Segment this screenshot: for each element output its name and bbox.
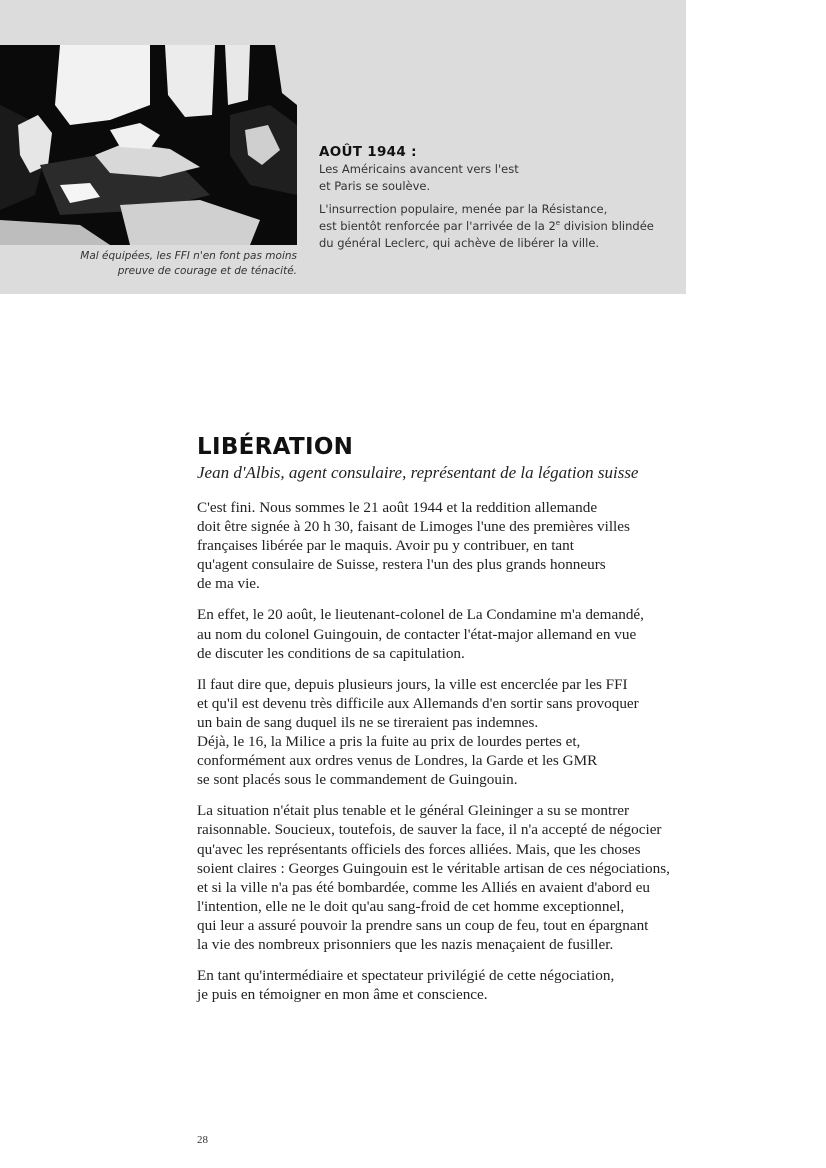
paragraph-line: qu'agent consulaire de Suisse, restera l'un des plus grands honneurs <box>197 556 606 574</box>
photo-caption <box>20 249 297 279</box>
paragraph-line: C'est fini. Nous sommes le 21 août 1944 et la reddition allemande <box>197 499 598 516</box>
paragraph-line: au nom du colonel Guingouin, de contacter l'état-major allemand en vue <box>197 625 637 643</box>
paragraph-line: Il faut dire que, depuis plusieurs jours, la ville est encerclée par les FFI <box>197 675 628 693</box>
photo-caption-line: Mal équipées, les FFI n'en font pas moins <box>80 250 297 262</box>
paragraph-line: un bain de sang duquel ils ne se tireraient pas indemnes. <box>197 713 539 731</box>
article-paragraph <box>197 498 697 593</box>
paragraph-line: de ma vie. <box>197 575 260 593</box>
sidebar-body-line: du général Leclerc, qui achève de libérer la ville. <box>319 236 600 250</box>
paragraph-line: et si la ville n'a pas été bombardée, comme les Alliés en avaient d'abord eu <box>197 878 650 896</box>
paragraph-line: se sont placés sous le commandement de Guingouin. <box>197 771 518 789</box>
article-body <box>197 498 697 1004</box>
article-paragraph <box>197 675 697 790</box>
paragraph-line: qu'avec les représentants officiels des forces alliées. Mais, que les choses <box>197 840 641 858</box>
paragraph-line: et qu'il est devenu très difficile aux Allemands d'en sortir sans provoquer <box>197 694 639 712</box>
paragraph-line: Déjà, le 16, la Milice a pris la fuite au prix de lourdes pertes et, <box>197 733 581 751</box>
paragraph-line: conformément aux ordres venus de Londres, la Garde et les GMR <box>197 752 598 770</box>
sidebar-body-line: L'insurrection populaire, menée par la Résistance, <box>319 202 608 216</box>
photo-illustration <box>0 45 297 245</box>
article-subtitle: Jean d'Albis, agent consulaire, représentant de la légation suisse <box>197 463 639 482</box>
sidebar-body-line <box>319 218 679 235</box>
paragraph-line: En tant qu'intermédiaire et spectateur privilégié de cette négociation, <box>197 967 615 985</box>
sidebar-body-text: division blindée <box>560 219 654 233</box>
paragraph-line: doit être signée à 20 h 30, faisant de Limoges l'une des premières villes <box>197 518 630 536</box>
sidebar-body-text: est bientôt renforcée par l'arrivée de la 2 <box>319 219 556 233</box>
article-paragraph <box>197 605 697 662</box>
paragraph-line: En effet, le 20 août, le lieutenant-colonel de La Condamine m'a demandé, <box>197 606 644 624</box>
paragraph-line: qui leur a assuré pouvoir la prendre sans un coup de feu, tout en épargnant <box>197 916 649 934</box>
article-paragraph <box>197 801 697 954</box>
page-number: 28 <box>197 1134 208 1146</box>
paragraph-line: de discuter les conditions de sa capitulation. <box>197 644 465 662</box>
sidebar-superscript: e <box>555 219 561 228</box>
article <box>197 432 697 1016</box>
paragraph-line: La situation n'était plus tenable et le général Gleininger a su se montrer <box>197 802 630 820</box>
article-paragraph <box>197 966 697 1004</box>
photo-caption-line: preuve de courage et de ténacité. <box>117 265 297 277</box>
paragraph-line: raisonnable. Soucieux, toutefois, de sauver la face, il n'a accepté de négocier <box>197 821 662 839</box>
sidebar-lead-line: et Paris se soulève. <box>319 179 431 193</box>
paragraph-line: françaises libérée par le maquis. Avoir pu y contribuer, en tant <box>197 537 574 555</box>
sidebar-kicker: AOÛT 1944 : <box>319 144 417 160</box>
paragraph-line: soient claires : Georges Guingouin est le véritable artisan de ces négociations, <box>197 859 670 877</box>
paragraph-line: je puis en témoigner en mon âme et conscience. <box>197 986 488 1004</box>
sidebar-lead-line: Les Américains avancent vers l'est <box>319 162 519 176</box>
photo-ffi-fighters <box>0 45 297 245</box>
paragraph-line: la vie des nombreux prisonniers que les nazis menaçaient de fusiller. <box>197 935 614 953</box>
article-title: LIBÉRATION <box>197 434 354 460</box>
paragraph-line: l'intention, elle ne le doit qu'au sang-froid de cet homme exceptionnel, <box>197 897 625 915</box>
sidebar-box <box>319 143 679 252</box>
